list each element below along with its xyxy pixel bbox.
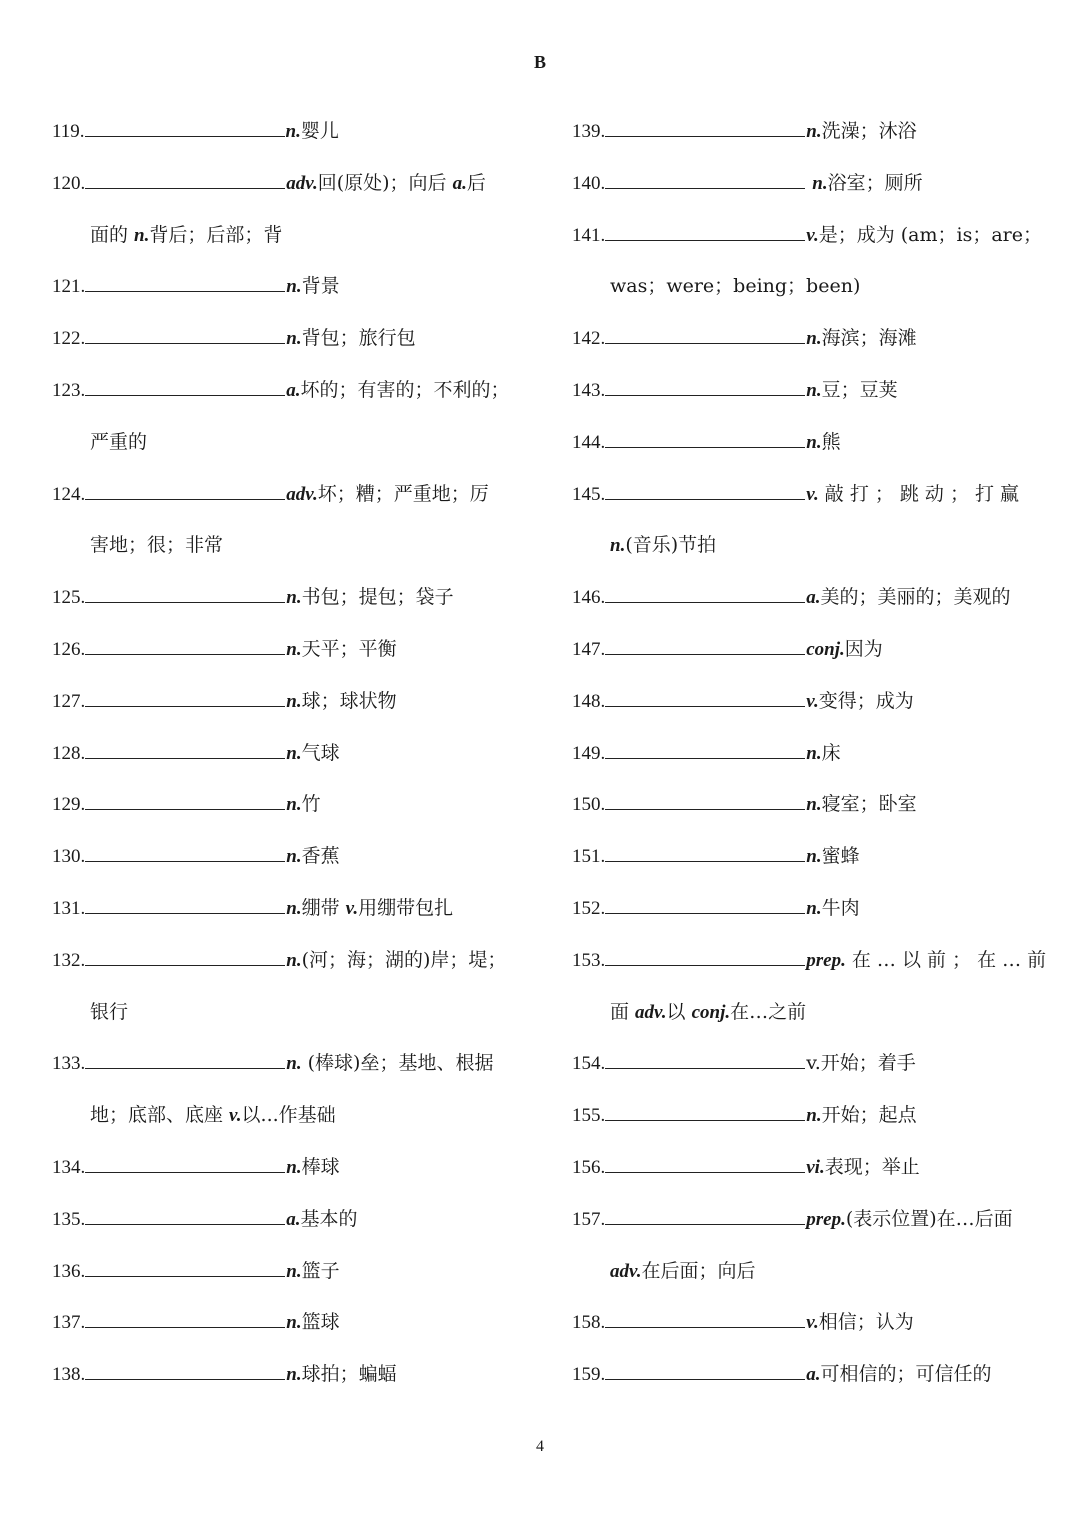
definition-text: 严重的 (90, 430, 148, 453)
answer-blank[interactable] (85, 377, 285, 396)
definition-text: v.开始；着手 (806, 1052, 916, 1075)
part-of-speech: v. (806, 224, 819, 246)
vocab-entry (572, 210, 1042, 262)
definition-text: 因为 (844, 637, 883, 660)
definition-text: 在 … 以 前 ； 在 … 前 (845, 948, 1047, 971)
entry-number: 138. (52, 1364, 86, 1386)
part-of-speech: n. (806, 328, 822, 350)
definition-text: 以 (666, 1000, 692, 1023)
part-of-speech: n. (286, 1156, 302, 1178)
definition-text: 天平；平衡 (301, 637, 397, 660)
answer-blank[interactable] (85, 1206, 285, 1225)
answer-blank[interactable] (605, 118, 805, 137)
entry-number: 122. (52, 328, 86, 350)
part-of-speech: n. (610, 535, 626, 557)
part-of-speech: n. (806, 379, 822, 401)
definition-text: 用绷带包扎 (358, 896, 454, 919)
part-of-speech: adv. (635, 1001, 667, 1023)
part-of-speech: n. (806, 846, 822, 868)
entry-number: 147. (572, 638, 606, 660)
definition-text: 背包；旅行包 (301, 327, 416, 350)
answer-blank[interactable] (605, 791, 805, 810)
definition-text: 蜜蜂 (821, 845, 860, 868)
answer-blank[interactable] (605, 1102, 805, 1121)
definition-text: 书包；提包；袋子 (301, 586, 454, 609)
part-of-speech: v. (229, 1105, 242, 1127)
entry-continuation (52, 520, 522, 572)
definition-text: 可相信的；可信任的 (820, 1363, 992, 1386)
part-of-speech: vi. (806, 1156, 825, 1178)
entry-number: 148. (572, 690, 606, 712)
vocab-entry (52, 261, 522, 313)
definition-text: 寝室；卧室 (821, 793, 917, 816)
entry-number: 123. (52, 379, 86, 401)
entry-continuation (52, 417, 522, 469)
vocab-entry (572, 106, 1042, 158)
answer-blank[interactable] (85, 1309, 285, 1328)
entry-continuation (572, 1246, 1042, 1298)
definition-text: 以...作基础 (241, 1104, 336, 1127)
vocab-entry (52, 1142, 522, 1194)
answer-blank[interactable] (605, 481, 805, 500)
entry-number: 141. (572, 224, 606, 246)
part-of-speech: conj. (806, 638, 845, 660)
part-of-speech: n. (286, 1053, 302, 1075)
answer-blank[interactable] (85, 584, 285, 603)
entry-number: 135. (52, 1208, 86, 1230)
answer-blank[interactable] (605, 688, 805, 707)
vocab-entry (572, 1297, 1042, 1349)
answer-blank[interactable] (85, 947, 285, 966)
entry-number: 159. (572, 1364, 606, 1386)
definition-text: 豆；豆荚 (821, 378, 898, 401)
entry-number: 153. (572, 949, 606, 971)
definition-text: 背景 (301, 275, 340, 298)
definition-text: 坏的；有害的；不利的； (300, 378, 510, 401)
definition-text: 相信；认为 (818, 1311, 914, 1334)
entry-number: 132. (52, 949, 86, 971)
definition-text: 害地；很；非常 (90, 534, 224, 557)
entry-number: 144. (572, 431, 606, 453)
definition-text: 篮子 (301, 1259, 340, 1282)
part-of-speech: a. (806, 1364, 821, 1386)
entry-number: 136. (52, 1260, 86, 1282)
entry-number: 133. (52, 1053, 86, 1075)
entry-number: 130. (52, 846, 86, 868)
vocab-entry (572, 1142, 1042, 1194)
part-of-speech: n. (806, 431, 822, 453)
answer-blank[interactable] (85, 1258, 285, 1277)
vocab-entry (52, 676, 522, 728)
part-of-speech: n. (286, 1312, 302, 1334)
part-of-speech: n. (286, 690, 302, 712)
definition-text: 后 (466, 171, 486, 194)
definition-text: 地；底部、底座 (90, 1104, 230, 1127)
definition-text: 面的 (90, 223, 135, 246)
vocab-entry (572, 935, 1047, 987)
part-of-speech: n. (806, 121, 822, 142)
entry-number: 152. (572, 897, 606, 919)
definition-text: 敲 打 ； 跳 动 ； 打 赢 (818, 482, 1020, 505)
entry-number: 119. (52, 121, 85, 142)
vocab-entry (572, 779, 1042, 831)
definition-text: 坏；糟；严重地；厉 (317, 482, 489, 505)
definition-text: 海滨；海滩 (821, 327, 917, 350)
definition-text: (河；海；湖的)岸；堤； (301, 948, 507, 971)
definition-text: 基本的 (300, 1207, 358, 1230)
entry-number: 143. (572, 379, 606, 401)
entry-continuation (572, 987, 1042, 1039)
entry-number: 129. (52, 794, 86, 816)
part-of-speech: v. (806, 690, 819, 712)
entry-number: 149. (572, 742, 606, 764)
part-of-speech: n. (286, 846, 302, 868)
answer-blank[interactable] (605, 1361, 805, 1380)
answer-blank[interactable] (85, 170, 285, 189)
part-of-speech: n. (812, 172, 828, 194)
answer-blank[interactable] (605, 843, 805, 862)
vocab-entry (52, 572, 522, 624)
answer-blank[interactable] (85, 791, 285, 810)
definition-text: 背后；后部；背 (149, 223, 283, 246)
definition-text: 棒球 (301, 1155, 340, 1178)
answer-blank[interactable] (605, 740, 805, 759)
answer-blank[interactable] (85, 843, 285, 862)
part-of-speech: n. (286, 1260, 302, 1282)
entry-number: 158. (572, 1312, 606, 1334)
part-of-speech: n. (286, 638, 302, 660)
definition-text: 开始；起点 (821, 1104, 917, 1127)
part-of-speech: n. (806, 794, 822, 816)
part-of-speech: adv. (610, 1260, 642, 1282)
vocab-entry (52, 1349, 522, 1401)
entry-number: 140. (572, 172, 606, 194)
entry-number: 155. (572, 1105, 606, 1127)
answer-blank[interactable] (605, 429, 805, 448)
entry-number: 151. (572, 846, 606, 868)
vocab-entry (52, 624, 522, 676)
part-of-speech: v. (806, 483, 819, 505)
definition-text: (棒球)垒；基地、根据 (301, 1052, 494, 1075)
part-of-speech: n. (806, 897, 822, 919)
definition-text: 床 (821, 741, 841, 764)
answer-blank[interactable] (85, 118, 285, 137)
answer-blank[interactable] (85, 1154, 285, 1173)
entry-number: 137. (52, 1312, 86, 1334)
entry-number: 157. (572, 1208, 606, 1230)
entry-number: 128. (52, 742, 86, 764)
part-of-speech: n. (806, 742, 822, 764)
answer-blank[interactable] (605, 1309, 805, 1328)
answer-blank[interactable] (605, 895, 805, 914)
answer-blank[interactable] (605, 377, 805, 396)
definition-text: 变得；成为 (818, 689, 914, 712)
vocab-entry (572, 1349, 1042, 1401)
entry-number: 150. (572, 794, 606, 816)
definition-text: 球；球状物 (301, 689, 397, 712)
vocab-entry (572, 158, 1042, 210)
vocab-entry (572, 676, 1042, 728)
vocab-entry (52, 158, 522, 210)
definition-text: 绷带 (301, 896, 346, 919)
answer-blank[interactable] (605, 636, 805, 655)
definition-text: 竹 (301, 793, 321, 816)
vocab-entry (572, 883, 1042, 935)
part-of-speech: v. (345, 897, 359, 919)
vocab-entry (572, 624, 1042, 676)
vocab-entry (52, 106, 522, 158)
entry-number: 120. (52, 172, 86, 194)
vocab-entry (572, 417, 1042, 469)
part-of-speech: n. (134, 224, 150, 246)
page-header: B (533, 52, 546, 72)
entry-number: 121. (52, 276, 86, 298)
definition-text: (表示位置)在…后面 (845, 1207, 1013, 1230)
entry-number: 154. (572, 1053, 606, 1075)
definition-text: 香蕉 (301, 845, 340, 868)
vocab-entry (52, 1297, 522, 1349)
entry-number: 124. (52, 483, 86, 505)
vocab-entry (52, 728, 522, 780)
left-column (52, 106, 522, 1401)
definition-text: 回(原处)；向后 (317, 171, 453, 194)
definition-text: 面 (610, 1000, 636, 1023)
answer-blank[interactable] (85, 1361, 285, 1380)
part-of-speech: adv. (286, 172, 318, 194)
vocab-entry (52, 883, 522, 935)
vocab-entry (572, 1194, 1042, 1246)
part-of-speech: adv. (286, 483, 318, 505)
part-of-speech: n. (806, 1105, 822, 1127)
part-of-speech: prep. (806, 949, 846, 971)
answer-blank[interactable] (605, 1206, 805, 1225)
vocab-entry (572, 1090, 1042, 1142)
part-of-speech: n. (286, 794, 302, 816)
definition-text: 美的；美丽的；美观的 (820, 586, 1011, 609)
answer-blank[interactable] (85, 895, 285, 914)
answer-blank[interactable] (605, 325, 805, 344)
part-of-speech: conj. (691, 1001, 731, 1023)
entry-continuation (572, 261, 1042, 313)
part-of-speech: n. (286, 328, 302, 350)
vocab-entry (572, 831, 1042, 883)
answer-blank[interactable] (85, 636, 285, 655)
answer-blank[interactable] (605, 222, 805, 241)
definition-text: was；were；being；been) (610, 275, 861, 298)
part-of-speech: a. (286, 379, 301, 401)
part-of-speech: prep. (806, 1208, 846, 1230)
definition-text: 在后面；向后 (641, 1259, 756, 1282)
vocab-entry (572, 728, 1042, 780)
definition-text: 银行 (90, 1000, 129, 1023)
vocab-entry (52, 365, 522, 417)
part-of-speech: n. (286, 949, 302, 971)
vocab-entry (572, 1038, 1042, 1090)
definition-text: 球拍；蝙蝠 (301, 1363, 397, 1386)
entry-number: 125. (52, 587, 86, 609)
vocab-entry (572, 572, 1042, 624)
vocab-entry (52, 935, 522, 987)
part-of-speech: n. (286, 1364, 302, 1386)
answer-blank[interactable] (605, 1154, 805, 1173)
definition-text: 在…之前 (730, 1000, 807, 1023)
part-of-speech: a. (286, 1208, 301, 1230)
part-of-speech: n. (286, 276, 302, 298)
answer-blank[interactable] (85, 273, 285, 292)
entry-continuation (52, 1090, 522, 1142)
part-of-speech: a. (452, 172, 467, 194)
part-of-speech: n. (286, 897, 302, 919)
entry-number: 146. (572, 587, 606, 609)
vocab-entry (572, 313, 1042, 365)
definition-text: (音乐)节拍 (625, 534, 717, 557)
vocab-entry (52, 469, 522, 521)
entry-number: 139. (572, 121, 606, 142)
entry-continuation (572, 520, 1042, 572)
vocab-entry (572, 469, 1042, 521)
definition-text: 表现；举止 (824, 1155, 920, 1178)
answer-blank[interactable] (605, 947, 805, 966)
definition-text: 洗澡；沐浴 (821, 120, 917, 142)
definition-text: 气球 (301, 741, 340, 764)
part-of-speech: n. (286, 742, 302, 764)
vocab-entry (52, 1194, 522, 1246)
entry-number: 134. (52, 1156, 86, 1178)
entry-number: 145. (572, 483, 606, 505)
entry-continuation (52, 210, 522, 262)
vocab-entry (52, 1038, 522, 1090)
answer-blank[interactable] (605, 170, 805, 189)
answer-blank[interactable] (85, 1050, 285, 1069)
answer-blank[interactable] (605, 584, 805, 603)
vocab-entry (572, 365, 1042, 417)
definition-text: 是；成为 (am；is；are； (818, 223, 1043, 246)
part-of-speech: a. (806, 587, 821, 609)
entry-continuation (52, 987, 522, 1039)
part-of-speech: n. (286, 587, 302, 609)
vocab-entry (52, 831, 522, 883)
answer-blank[interactable] (85, 481, 285, 500)
definition-text: 牛肉 (821, 896, 860, 919)
vocab-entry (52, 313, 522, 365)
answer-blank[interactable] (85, 325, 285, 344)
entry-number: 156. (572, 1156, 606, 1178)
vocab-entry (52, 1246, 522, 1298)
definition-text: 浴室；厕所 (827, 171, 923, 194)
entry-number: 142. (572, 328, 606, 350)
entry-number: 131. (52, 897, 86, 919)
part-of-speech: v. (806, 1312, 819, 1334)
definition-text: 篮球 (301, 1311, 340, 1334)
answer-blank[interactable] (85, 688, 285, 707)
definition-text: 婴儿 (300, 120, 339, 142)
entry-number: 127. (52, 690, 86, 712)
entry-number: 126. (52, 638, 86, 660)
answer-blank[interactable] (605, 1050, 805, 1069)
vocab-entry (52, 779, 522, 831)
right-column (572, 106, 1047, 1401)
definition-text: 熊 (821, 430, 841, 453)
answer-blank[interactable] (85, 740, 285, 759)
part-of-speech: n. (285, 121, 301, 142)
page-number: 4 (536, 1438, 544, 1455)
